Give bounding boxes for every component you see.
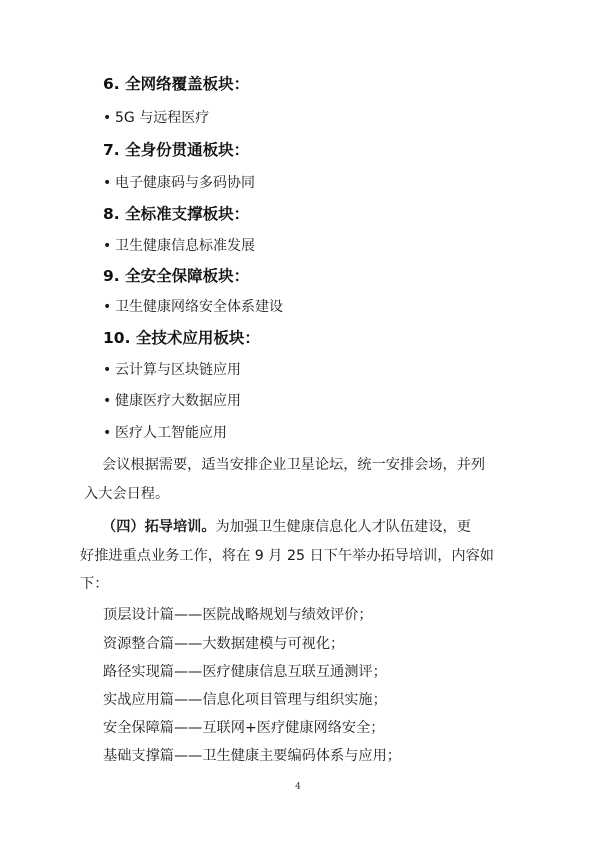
bullet-icon: •: [103, 175, 112, 191]
section-heading-9: 9. 全安全保障板块：: [103, 267, 250, 285]
meeting-note-line2: 入大会日程。: [84, 486, 170, 502]
training-topic: 顶层设计篇——医院战略规划与绩效评价；: [103, 607, 373, 623]
meeting-note-line1: 会议根据需要，适当安排企业卫星论坛，统一安排会场，并列: [102, 457, 486, 473]
bullet-icon: •: [103, 393, 112, 409]
bullet-item: • 卫生健康信息标准发展: [103, 238, 255, 254]
section-heading-6: 6. 全网络覆盖板块：: [103, 75, 250, 93]
training-line3: 下：: [80, 576, 109, 592]
training-line2: 好推进重点业务工作，将在 9 月 25 日下午举办拓导培训，内容如: [80, 548, 494, 564]
training-topic: 实战应用篇——信息化项目管理与组织实施；: [103, 692, 387, 708]
training-topic: 基础支撑篇——卫生健康主要编码体系与应用；: [103, 748, 401, 764]
bullet-item: • 5G 与远程医疗: [103, 110, 210, 126]
training-line1: （四）拓导培训。为加强卫生健康信息化人才队伍建设，更: [102, 519, 471, 535]
training-label: （四）拓导培训。: [102, 519, 216, 535]
bullet-item: • 医疗人工智能应用: [103, 425, 227, 441]
bullet-icon: •: [103, 238, 112, 254]
section-heading-8: 8. 全标准支撑板块：: [103, 205, 250, 223]
page-number: 4: [295, 782, 301, 792]
section-heading-10: 10. 全技术应用板块：: [103, 329, 260, 347]
training-topic: 安全保障篇——互联网+医疗健康网络安全；: [103, 720, 385, 736]
section-heading-7: 7. 全身份贯通板块：: [103, 141, 250, 159]
bullet-icon: •: [103, 362, 112, 378]
bullet-icon: •: [103, 110, 112, 126]
bullet-icon: •: [103, 299, 112, 315]
bullet-item: • 电子健康码与多码协同: [103, 175, 255, 191]
bullet-icon: •: [103, 425, 112, 441]
training-topic: 资源整合篇——大数据建模与可视化；: [103, 636, 345, 652]
bullet-item: • 云计算与区块链应用: [103, 362, 241, 378]
bullet-item: • 卫生健康网络安全体系建设: [103, 299, 283, 315]
bullet-item: • 健康医疗大数据应用: [103, 393, 241, 409]
training-topic: 路径实现篇——医疗健康信息互联互通测评；: [103, 664, 387, 680]
